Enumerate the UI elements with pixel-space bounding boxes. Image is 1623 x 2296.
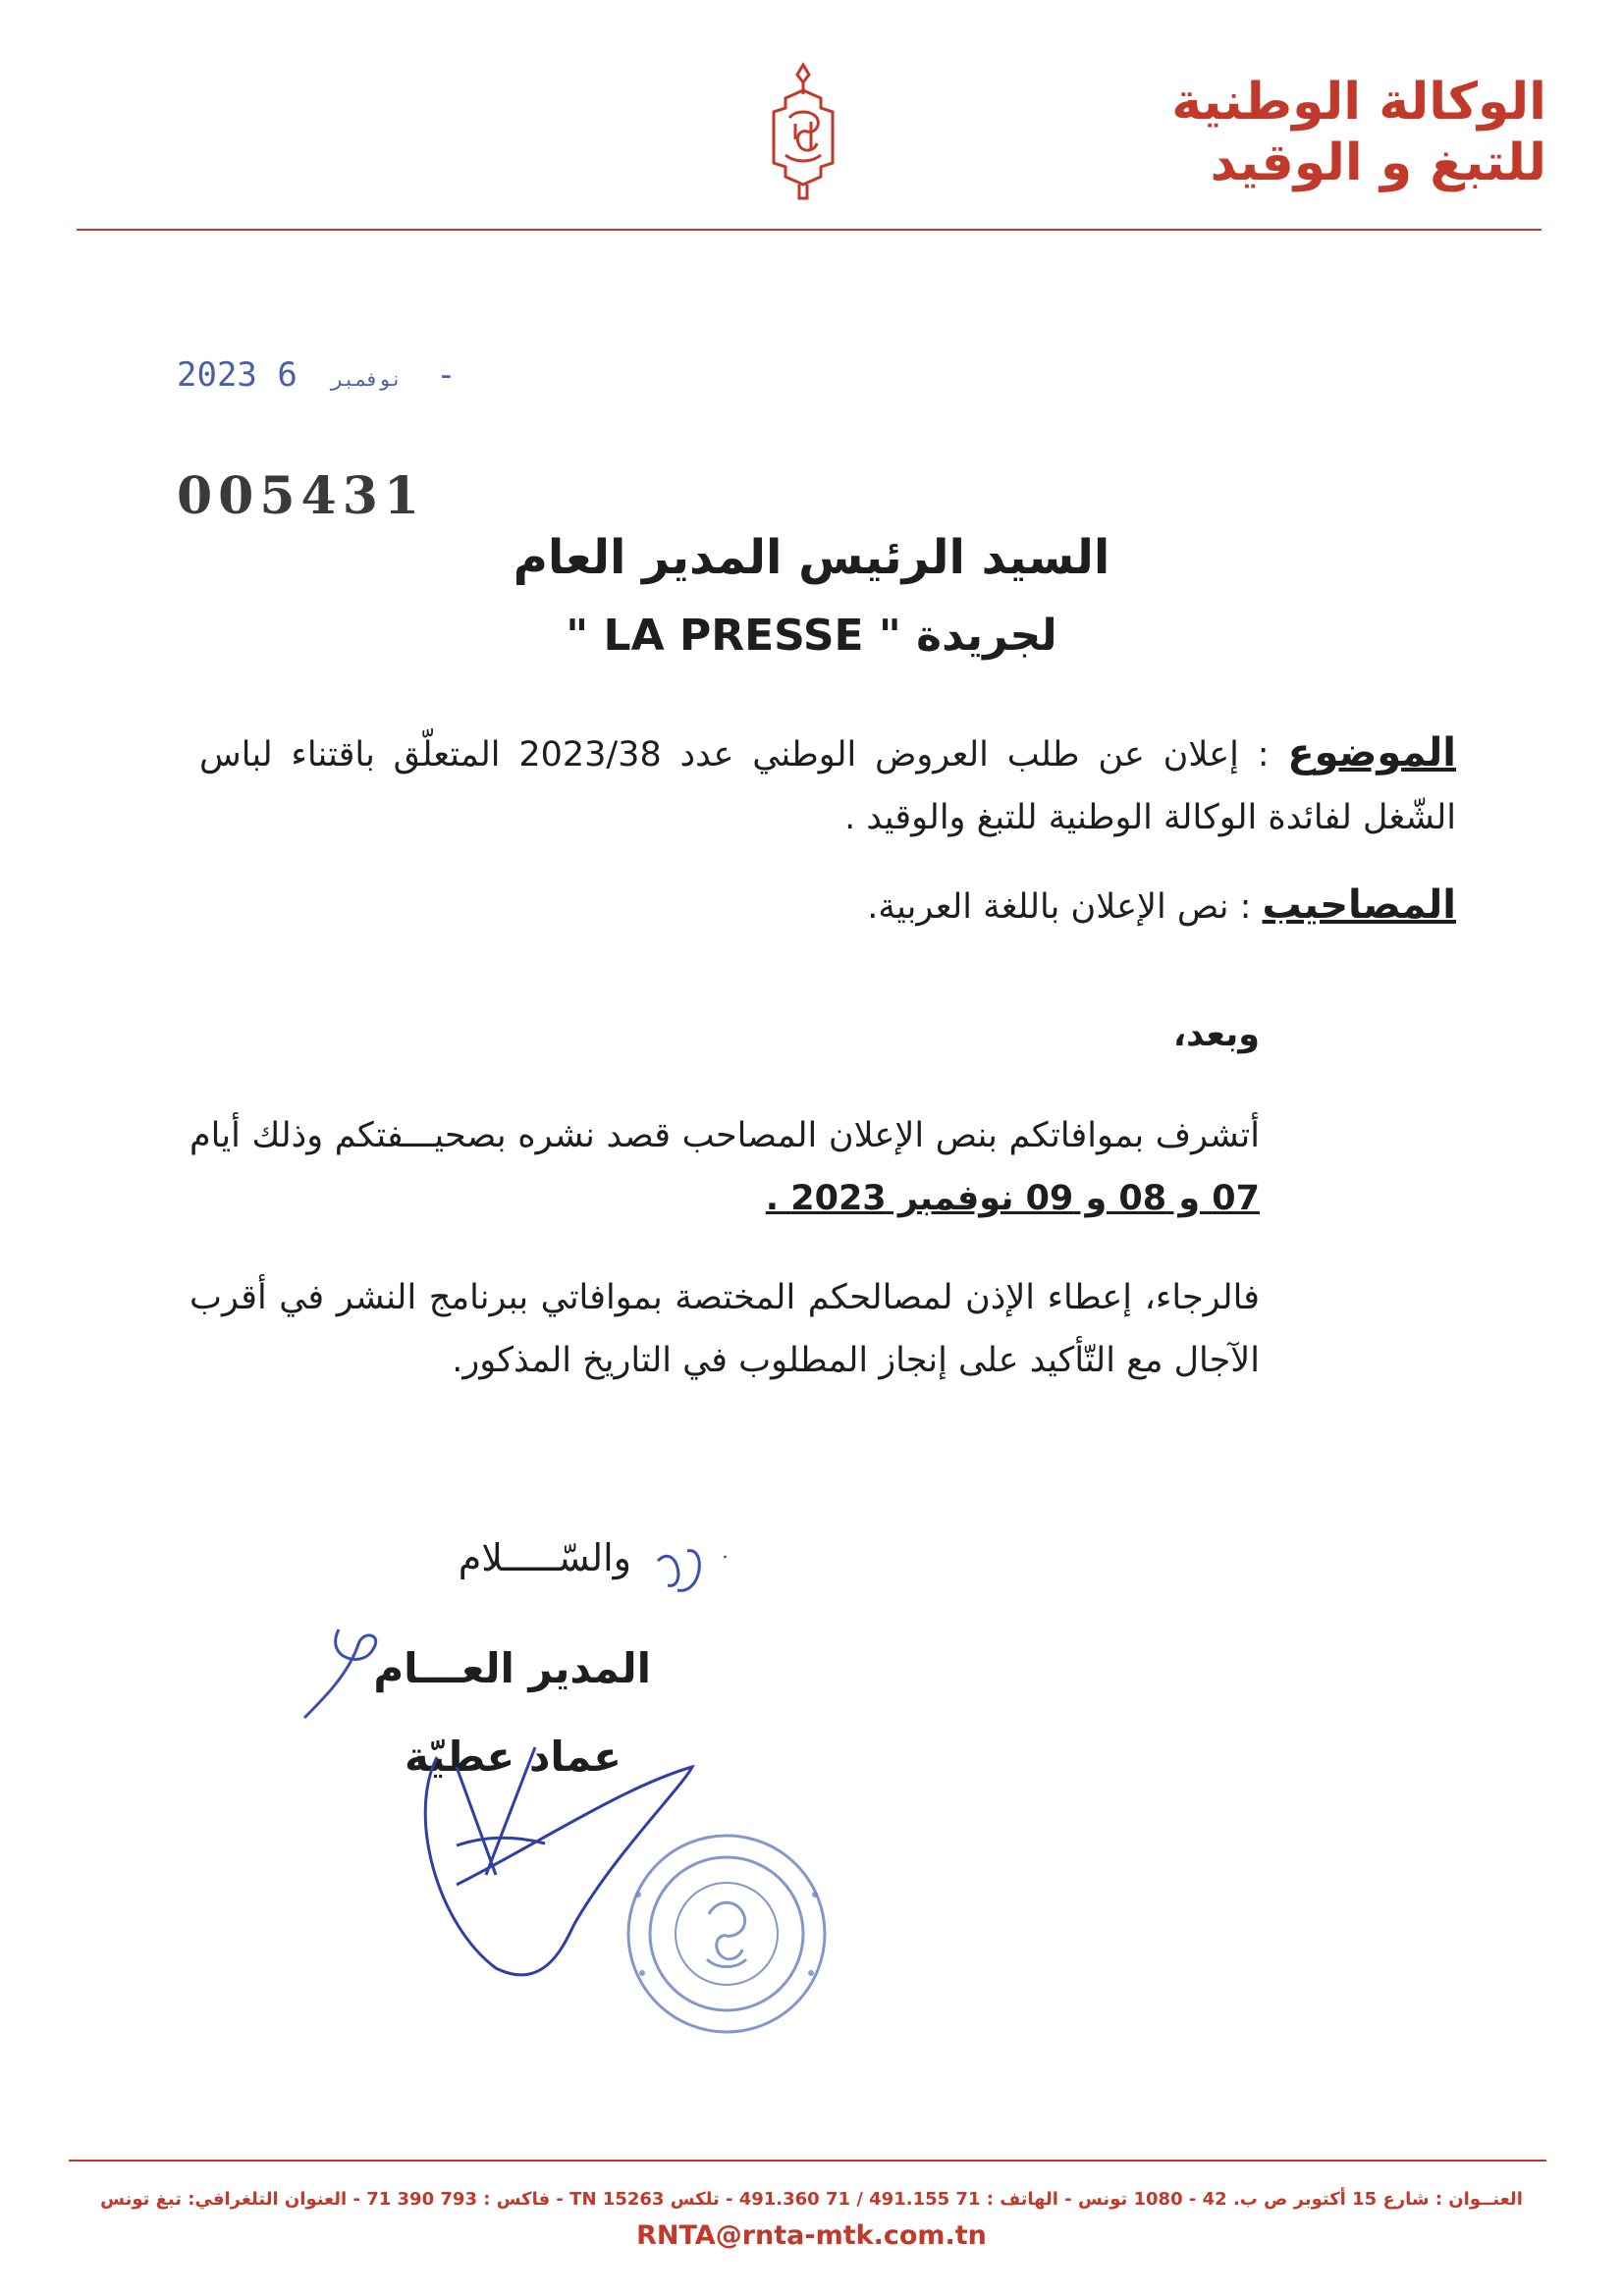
director-name: عماد عطيّة: [404, 1733, 622, 1781]
handwritten-initials: [648, 1536, 736, 1605]
attachments-text: نص الإعلان باللغة العربية.: [867, 887, 1229, 927]
attachments-separator: :: [1228, 887, 1263, 927]
subject-paragraph: [199, 721, 1456, 849]
subject-separator: :: [1238, 735, 1288, 774]
org-name-line2: للتبغ و الوقيد: [1210, 133, 1546, 192]
body-para1-text: أتشرف بموافاتكم بنص الإعلان المصاحب قصد نشره بصحيـــفتكم وذلك أيام: [189, 1116, 1260, 1155]
body-paragraph-1: [189, 1104, 1260, 1230]
director-title: المدير العـــام: [373, 1644, 651, 1692]
reference-number: 005431: [177, 466, 426, 526]
org-name-line1: الوكالة الوطنية: [1171, 73, 1546, 132]
attachments-paragraph: [199, 874, 1456, 938]
stamp-month: نوفمبر: [331, 367, 403, 391]
received-date-stamp: [177, 355, 457, 395]
subject-label: الموضوع: [1287, 730, 1456, 775]
agency-emblem-icon: [756, 61, 850, 206]
publication-dates: 07 و 08 و 09 نوفمبر 2023 .: [765, 1179, 1260, 1218]
addressee-newspaper: لجريدة " LA PRESSE ": [566, 611, 1057, 661]
footer-email: RNTA@rnta-mtk.com.tn: [636, 2220, 987, 2251]
addressee-title: السيد الرئيس المدير العام: [513, 530, 1110, 585]
subject-text: إعلان عن طلب العروض الوطني عدد 2023/38 المتعلّق باقتناء لباس الشّغل لفائدة الوكالة الوطنية للتبغ والوقيد .: [199, 735, 1456, 837]
footer-divider: [69, 2160, 1546, 2162]
footer-address: العنــوان : شارع 15 أكتوبر ص ب. 42 - 1080 تونس - الهاتف : 71 491.155 / 71 491.360 - تلكس 15263 TN - فاكس : 793 390 71 - العنوان التلغرافي: تبغ تونس: [100, 2189, 1523, 2210]
body-paragraph-2: فالرجاء، إعطاء الإذن لمصالحكم المختصة بموافاتي ببرنامج النشر في أقرب الآجال مع التّأكيد على إنجاز المطلوب في التاريخ المذكور.: [189, 1278, 1260, 1380]
closing-salutation: والسّـــــلام: [458, 1536, 631, 1579]
official-seal: [619, 1826, 835, 2042]
attachments-label: المصاحيب: [1262, 882, 1456, 928]
stamp-day: 6 -: [277, 355, 457, 395]
stamp-year: 2023: [177, 355, 257, 395]
header-divider: [77, 229, 1542, 231]
handwritten-paraph: [295, 1620, 412, 1728]
greeting: وبعد،: [1172, 1015, 1260, 1054]
